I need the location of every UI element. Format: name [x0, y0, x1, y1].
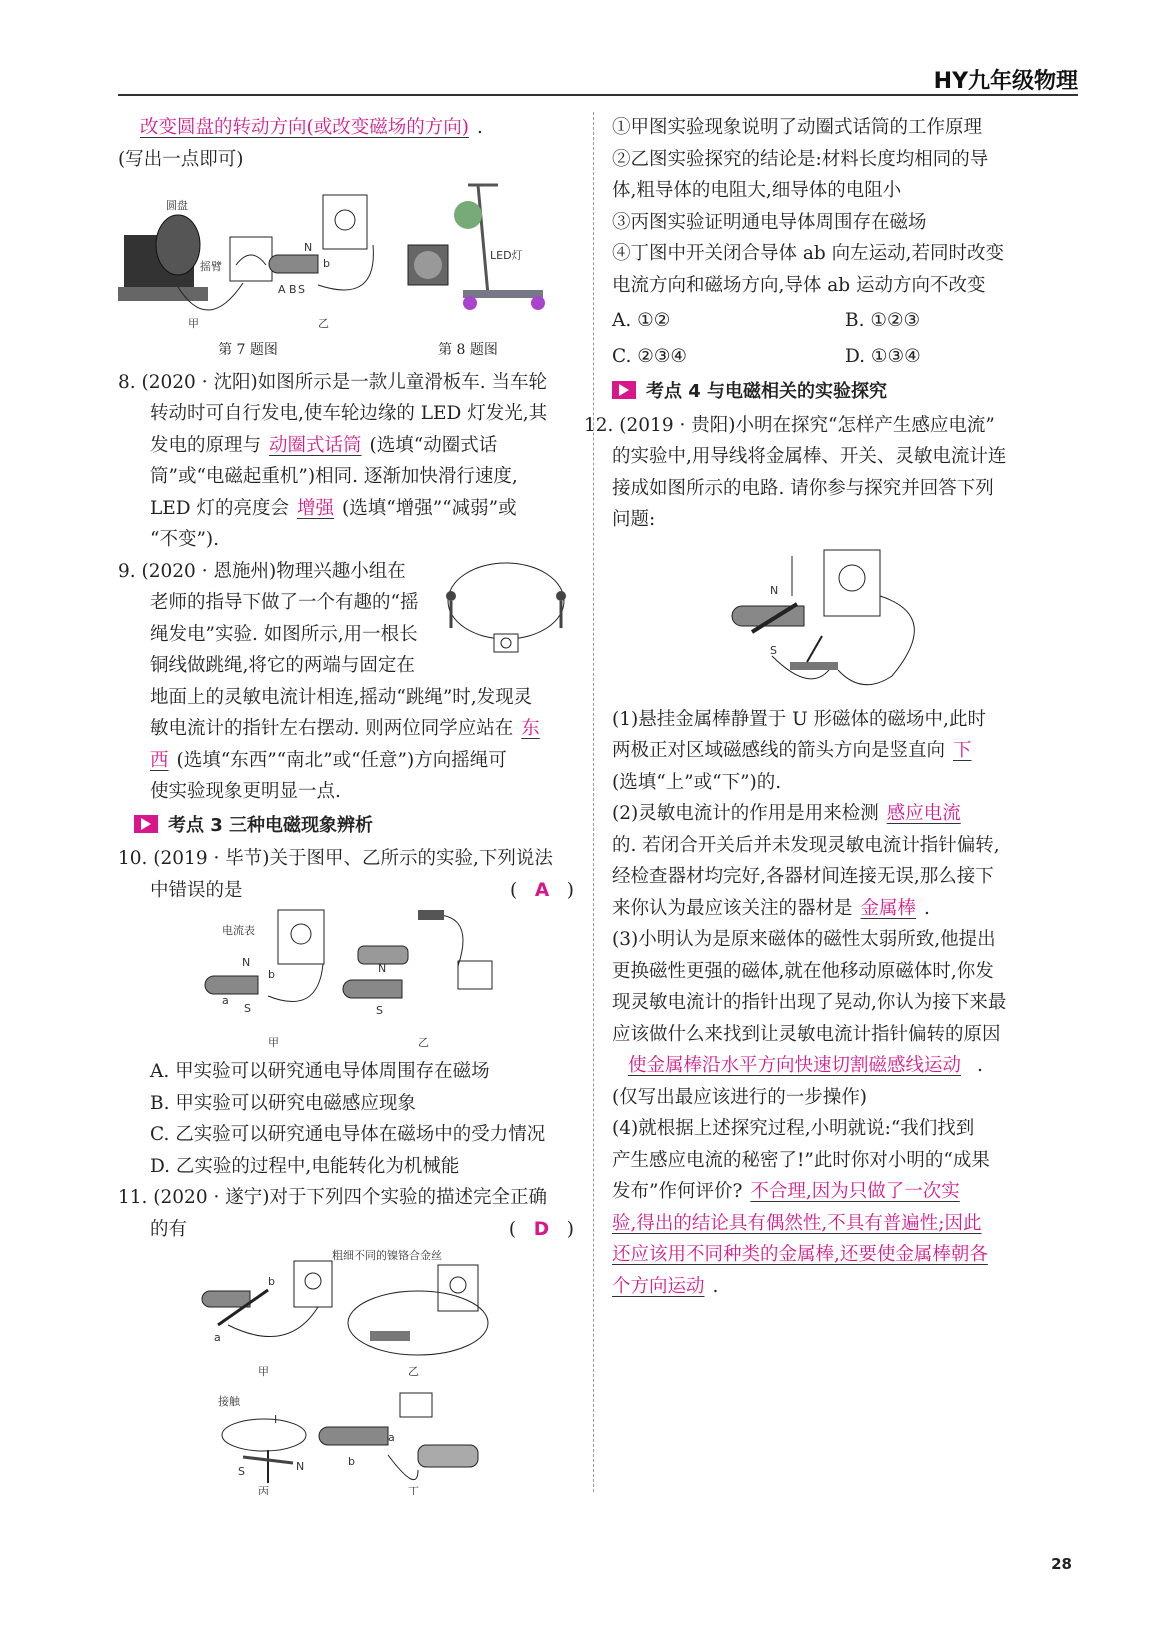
svg-text:a: a: [388, 1431, 395, 1444]
label-ab-7: A B: [278, 283, 297, 296]
label-a-10: a: [222, 994, 229, 1007]
q8-line1: 8. (2020 · 沈阳)如图所示是一款儿童滑板车. 当车轮: [118, 371, 547, 393]
play-arrow-icon: [134, 815, 158, 833]
play-arrow-icon: [612, 381, 636, 399]
page-number: 28: [1051, 1555, 1072, 1573]
figure-7-8: [118, 175, 578, 343]
q12-figure-drawing: [612, 536, 1078, 704]
page-header: [118, 62, 1078, 96]
label-b-11: b: [268, 1275, 275, 1288]
q10-figure: [118, 906, 578, 1056]
label-disk: 圆盘: [166, 199, 188, 212]
q10-option-b: B. 甲实验可以研究电磁感应现象: [150, 1092, 416, 1114]
q11-statement-4: ④丁图中开关闭合导体 ab 向左运动,若同时改变: [612, 243, 1005, 264]
label-jia-11: 甲: [258, 1365, 269, 1378]
q12-p4-answer-2: 验,得出的结论具有偶然性,不具有普遍性;因此: [612, 1212, 982, 1234]
q11-figure: [118, 1245, 578, 1495]
label-jia-10: 甲: [268, 1036, 279, 1049]
q8-answer-2: 增强: [297, 497, 335, 519]
left-column: 改变圆盘的转动方向(或改变磁场的方向) . (写出一点即可) 圆盘 摇臂 甲 N S b A B 乙 LED灯 第 7 题图 第 8 题图 8. (2020 · 沈阳)如图所示是一款儿童滑板车. 当车轮 转动时可自行发电,使车轮边缘的 LED 灯发光,其 发电的原理与 动圈式话筒 (选填“动圈式话 筒”或“电磁起重机”)相同. 逐渐加快滑行速度, LED 灯的亮度会 增强 (选填“增强”“减弱”或 “不变”). 9. (2020 · 恩施州)物理兴趣小组在 老师的指导下做了一个有趣的“摇 绳发电”实验. 如图所示,用一根长 铜线做跳绳,将它的两端与固定在 地面上的灵敏电流计相连,摇动“跳绳”时,发现灵 敏电流计的指针左右摆动. 则两位同学应站在 东 西 (选填“东西”“南北”或“任意”)方向摇绳可 使实验现象更明显一点. 考点 3 三种电磁现象辨析 10. (2019 · 毕节)关于图甲、乙所示的实验,下列说法 中错误的是 ( A ) 电流表 N S b a 甲 N S 乙 A. 甲实验可以研究通电导体周围存在磁场 B. 甲实验可以研究电磁感应现象 C. 乙实验可以研究通电导体在磁场中的受力情况 D. 乙实验的过程中,电能转化为机械能 11. (2020 · 遂宁)对于下列四个实验的描述完全正确 的有 ( D ) b a 甲 粗细不同的镍铬合金丝 乙 接触 I S N 丙 b a 丁: [118, 112, 578, 1495]
q11-answer: D: [533, 1218, 550, 1240]
right-column: ①甲图实验现象说明了动圈式话筒的工作原理 ②乙图实验探究的结论是:材料长度均相同的导 体,粗导体的电阻大,细导体的电阻小 ③丙图实验证明通电导体周围存在磁场 ④丁图中开关闭合导体 ab 向左运动,若同时改变 电流方向和磁场方向,导体 ab 运动方向不改变 A. ①② B. ①②③ C. ②③④ D. ①③④ 考点 4 与电磁相关的实验探究 12. (2019 · 贵阳)小明在探究“怎样产生感应电流” 的实验中,用导线将金属棒、开关、灵敏电流计连 接成如图所示的电路. 请你参与探究并回答下列 问题: N S (1)悬挂金属棒静置于 U 形磁体的磁场中,此时 两极正对区域磁感线的箭头方向是竖直向 下 (选填“上”或“下”)的. (2)灵敏电流计的作用是用来检测 感应电流 的. 若闭合开关后并未发现灵敏电流计指针偏转, 经检查器材均完好,各器材间连接无误,那么接下 来你认为最应该关注的器材是 金属棒 . (3)小明认为是原来磁体的磁性太弱所致,他提出 更换磁性更强的磁体,就在他移动原磁体时,你发 现灵敏电流计的指针出现了晃动,你认为接下来最 应该做什么来找到让灵敏电流计指针偏转的原因 使金属棒沿水平方向快速切割磁感线运动 . (仅写出最应该进行的一步操作) (4)就根据上述探究过程,小明就说:“我们找到 产生感应电流的秘密了!”此时你对小明的“成果 发布”作何评价? 不合理,因为只做了一次实 验,得出的结论具有偶然性,不具有普遍性;因此 还应该用不同种类的金属棒,还要使金属棒朝各 个方向运动 .: [612, 112, 1078, 1302]
q12-p3-answer: 使金属棒沿水平方向快速切割磁感线运动: [628, 1055, 962, 1076]
label-n-10: N: [242, 956, 251, 969]
svg-text:S: S: [376, 1004, 383, 1017]
q12-p4-answer-4: 个方向运动: [612, 1275, 705, 1297]
label-s-7: S: [298, 283, 305, 296]
q11-choice-c: C. ②③④: [612, 345, 688, 367]
label-a-11: a: [214, 1331, 221, 1344]
q11-figure-drawing: [118, 1245, 578, 1495]
q10-line1: 10. (2019 · 毕节)关于图甲、乙所示的实验,下列说法: [118, 848, 553, 869]
q10-figure-drawing: [118, 906, 578, 1056]
q10-option-a: A. 甲实验可以研究通电导体周围存在磁场: [150, 1061, 490, 1082]
section-3-heading: 考点 3 三种电磁现象辨析: [118, 810, 578, 842]
label-s-10: S: [244, 1002, 251, 1015]
svg-text:b: b: [348, 1455, 355, 1468]
label-yi-10: 乙: [418, 1036, 429, 1049]
label-touch: 接触: [218, 1395, 240, 1408]
q11-statement-1: ①甲图实验现象说明了动圈式话筒的工作原理: [612, 117, 983, 138]
q11-statement-2: ②乙图实验探究的结论是:材料长度均相同的导: [612, 148, 989, 170]
q11-choice-a: A. ①②: [612, 310, 671, 331]
fig7-caption: 第 7 题图: [218, 342, 278, 358]
label-s-12: S: [770, 643, 777, 657]
column-divider: [593, 112, 594, 1492]
label-jia-7: 甲: [188, 317, 199, 330]
label-b-10: b: [268, 968, 275, 981]
q12-line1: 12. (2019 · 贵阳)小明在探究“怎样产生感应电流”: [584, 414, 995, 436]
jump-rope-figure: [436, 556, 576, 666]
label-b-7: b: [323, 257, 330, 270]
q12-p4-answer-3: 还应该用不同种类的金属棒,还要使金属棒朝各: [612, 1244, 988, 1265]
q11-choice-d: D. ①③④: [845, 345, 921, 367]
label-s-11: S: [238, 1465, 245, 1478]
q10-answer: A: [534, 879, 550, 901]
label-yi-11: 乙: [408, 1365, 419, 1378]
q11-choice-b: B. ①②③: [845, 310, 921, 331]
header-title: HY九年级物理: [933, 69, 1078, 94]
q12-part2: (2)灵敏电流计的作用是用来检测 感应电流: [612, 798, 1078, 830]
q12-p2-answer-2: 金属棒: [860, 897, 917, 919]
q10-option-d: D. 乙实验的过程中,电能转化为机械能: [150, 1155, 460, 1177]
q12-p2-answer-1: 感应电流: [886, 803, 961, 824]
svg-text:N: N: [378, 962, 387, 975]
q12-p4-answer-1: 不合理,因为只做了一次实: [750, 1181, 960, 1202]
q11-line1: 11. (2020 · 遂宁)对于下列四个实验的描述完全正确: [118, 1187, 547, 1208]
q11-statement-3: ③丙图实验证明通电导体周围存在磁场: [612, 211, 927, 233]
label-bing: 丙: [258, 1485, 269, 1495]
q9-answer-a: 东: [521, 718, 540, 739]
fig8-caption: 第 8 题图: [438, 342, 498, 358]
q12-part3: (3)小明认为是原来磁体的磁性太弱所致,他提出: [612, 929, 996, 950]
section-4-heading: 考点 4 与电磁相关的实验探究: [612, 376, 1078, 408]
q7-answer: 改变圆盘的转动方向(或改变磁场的方向): [140, 117, 469, 138]
label-n-11: N: [296, 1460, 305, 1473]
q9-answer-b: 西: [150, 749, 169, 771]
q10-option-c: C. 乙实验可以研究通电导体在磁场中的受力情况: [150, 1124, 546, 1145]
q12-part1: (1)悬挂金属棒静置于 U 形磁体的磁场中,此时: [612, 708, 986, 730]
q9-line1: 9. (2020 · 恩施州)物理兴趣小组在: [118, 560, 406, 582]
label-n-7: N: [304, 241, 313, 254]
label-led: LED灯: [490, 249, 523, 262]
q12-figure: [612, 536, 1078, 704]
figure-7-8-drawing: [118, 175, 578, 343]
label-i: I: [274, 1413, 278, 1426]
label-n-12: N: [770, 583, 779, 597]
q12-part4: (4)就根据上述探究过程,小明就说:“我们找到: [612, 1118, 975, 1139]
q7-note: (写出一点即可): [118, 148, 244, 170]
label-ding: 丁: [408, 1485, 419, 1495]
label-yi-7: 乙: [318, 317, 329, 330]
q12-p1-answer: 下: [953, 740, 972, 761]
label-arm: 摇臂: [200, 260, 222, 273]
q8-answer-1: 动圈式话筒: [269, 434, 362, 456]
label-ammeter: 电流表: [222, 924, 255, 937]
label-wire: 粗细不同的镍铬合金丝: [332, 1249, 442, 1262]
